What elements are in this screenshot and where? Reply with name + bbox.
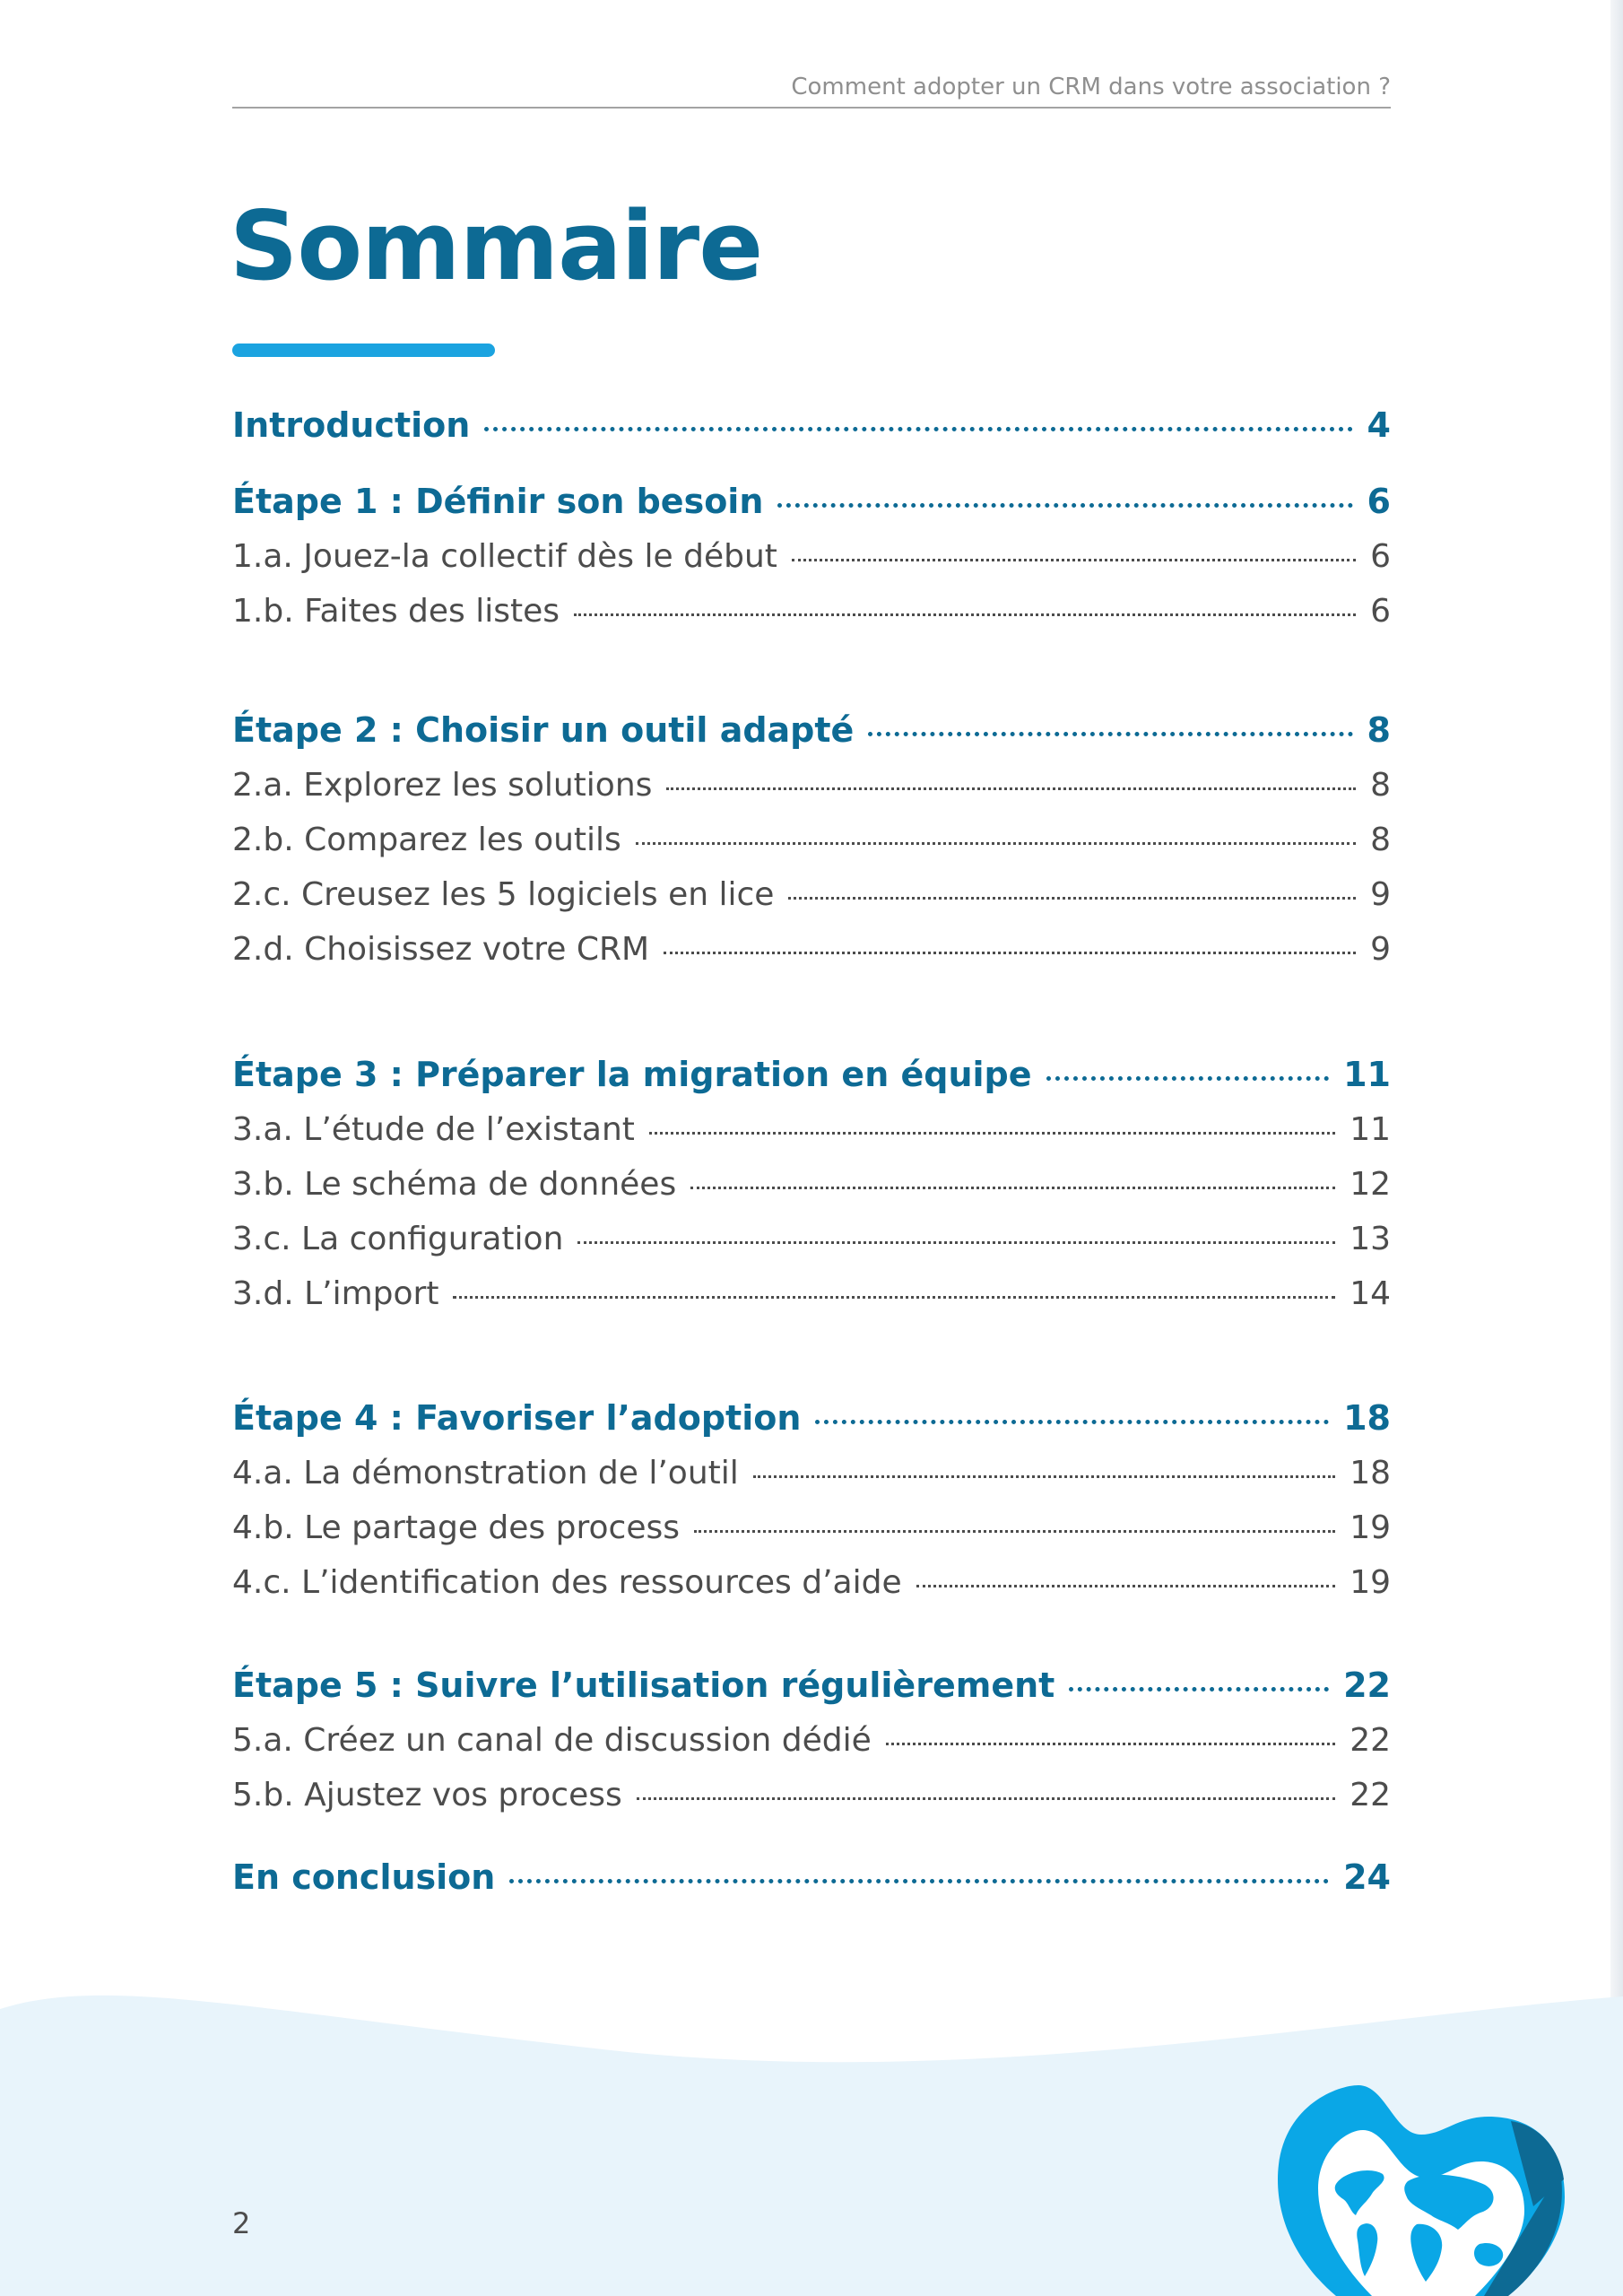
toc-entry-page: 9: [1370, 876, 1391, 913]
toc-entry-label: 5.a. Créez un canal de discussion dédié: [232, 1722, 872, 1759]
toc-entry-label: Étape 5 : Suivre l’utilisation régulièrement: [232, 1665, 1055, 1705]
toc-entry-4a[interactable]: [232, 1455, 1391, 1492]
toc-entry-label: 2.c. Creusez les 5 logiciels en lice: [232, 876, 775, 913]
toc-entry-1a[interactable]: [232, 538, 1391, 575]
toc-entry-label: 2.d. Choisissez votre CRM: [232, 931, 650, 968]
page-edge: [1610, 0, 1623, 2296]
dot-leader: [815, 1420, 1329, 1424]
dot-leader: [649, 1132, 1335, 1135]
toc-entry-label: 4.a. La démonstration de l’outil: [232, 1455, 739, 1492]
toc-entry-page: 8: [1370, 822, 1391, 858]
toc-entry-label: 3.d. L’import: [232, 1275, 439, 1312]
title-underline: [232, 344, 495, 357]
toc-entry-label: Introduction: [232, 405, 471, 445]
dot-leader: [453, 1296, 1335, 1299]
toc-entry-page: 9: [1370, 931, 1391, 968]
dot-leader: [792, 559, 1356, 561]
globe-heart-logo-icon: [1273, 2081, 1569, 2296]
toc-entry-4c[interactable]: [232, 1564, 1391, 1601]
toc-entry-label: 4.c. L’identification des ressources d’aide: [232, 1564, 902, 1601]
dot-leader: [509, 1879, 1329, 1883]
toc-entry-label: En conclusion: [232, 1857, 496, 1897]
toc-entry-page: 19: [1350, 1509, 1391, 1546]
dot-leader: [694, 1530, 1335, 1533]
toc-entry-label: 3.b. Le schéma de données: [232, 1166, 677, 1203]
toc-entry-page: 22: [1343, 1665, 1391, 1705]
running-header: [232, 74, 1391, 109]
dot-leader: [690, 1187, 1335, 1189]
toc-entry-page: 18: [1343, 1398, 1391, 1438]
toc-entry-label: 1.b. Faites des listes: [232, 593, 560, 630]
toc-entry-label: 4.b. Le partage des process: [232, 1509, 680, 1546]
toc-entry-label: 2.b. Comparez les outils: [232, 822, 621, 858]
toc-entry-label: Étape 4 : Favoriser l’adoption: [232, 1398, 802, 1438]
dot-leader: [637, 1797, 1335, 1800]
page-title: Sommaire: [230, 191, 763, 301]
toc-entry-3d[interactable]: [232, 1275, 1391, 1312]
toc-entry-label: 5.b. Ajustez vos process: [232, 1777, 622, 1813]
toc-entry-label: Étape 1 : Définir son besoin: [232, 482, 764, 521]
toc-entry-etape-5[interactable]: [232, 1665, 1391, 1705]
dot-leader: [484, 427, 1352, 431]
toc-entry-page: 4: [1367, 405, 1391, 445]
toc-entry-3a[interactable]: [232, 1111, 1391, 1148]
dot-leader: [886, 1743, 1335, 1745]
dot-leader: [577, 1241, 1335, 1244]
toc-entry-page: 11: [1350, 1111, 1391, 1148]
toc-entry-page: 18: [1350, 1455, 1391, 1492]
toc-entry-page: 6: [1370, 593, 1391, 630]
dot-leader: [664, 952, 1356, 954]
toc-entry-2d[interactable]: [232, 931, 1391, 968]
toc-entry-etape-4[interactable]: [232, 1398, 1391, 1438]
toc-entry-conclusion[interactable]: [232, 1857, 1391, 1897]
toc-entry-5b[interactable]: [232, 1777, 1391, 1813]
dot-leader: [1069, 1687, 1329, 1692]
dot-leader: [916, 1585, 1336, 1587]
toc-entry-page: 6: [1367, 482, 1391, 521]
toc-entry-page: 12: [1350, 1166, 1391, 1203]
toc-entry-3c[interactable]: [232, 1221, 1391, 1257]
toc-entry-page: 8: [1367, 710, 1391, 750]
toc-entry-etape-3[interactable]: [232, 1055, 1391, 1094]
toc-entry-page: 19: [1350, 1564, 1391, 1601]
toc-entry-page: 13: [1350, 1221, 1391, 1257]
toc-entry-1b[interactable]: [232, 593, 1391, 630]
running-header-text: Comment adopter un CRM dans votre association ?: [791, 74, 1391, 100]
dot-leader: [868, 732, 1352, 736]
toc-entry-page: 24: [1343, 1857, 1391, 1897]
toc-entry-page: 14: [1350, 1275, 1391, 1312]
page-number: 2: [232, 2206, 251, 2240]
toc-entry-2b[interactable]: [232, 822, 1391, 858]
toc-entry-5a[interactable]: [232, 1722, 1391, 1759]
toc-entry-label: Étape 3 : Préparer la migration en équipe: [232, 1055, 1032, 1094]
toc-entry-label: 2.a. Explorez les solutions: [232, 767, 653, 804]
dot-leader: [777, 503, 1352, 508]
toc-entry-etape-1[interactable]: [232, 482, 1391, 521]
toc-entry-page: 22: [1350, 1777, 1391, 1813]
dot-leader: [788, 897, 1356, 900]
toc-entry-page: 6: [1370, 538, 1391, 575]
dot-leader: [666, 787, 1356, 790]
toc-entry-etape-2[interactable]: [232, 710, 1391, 750]
toc-entry-label: 1.a. Jouez-la collectif dès le début: [232, 538, 777, 575]
toc-entry-label: 3.c. La configuration: [232, 1221, 564, 1257]
toc-entry-label: 3.a. L’étude de l’existant: [232, 1111, 635, 1148]
toc-entry-page: 8: [1370, 767, 1391, 804]
toc-entry-4b[interactable]: [232, 1509, 1391, 1546]
dot-leader: [753, 1475, 1335, 1478]
toc-entry-label: Étape 2 : Choisir un outil adapté: [232, 710, 855, 750]
toc-entry-2a[interactable]: [232, 767, 1391, 804]
dot-leader: [574, 613, 1356, 616]
toc-entry-3b[interactable]: [232, 1166, 1391, 1203]
toc-entry-page: 11: [1343, 1055, 1391, 1094]
toc-entry-page: 22: [1350, 1722, 1391, 1759]
toc-entry-2c[interactable]: [232, 876, 1391, 913]
dot-leader: [636, 842, 1356, 845]
toc-entry-introduction[interactable]: [232, 405, 1391, 445]
dot-leader: [1046, 1076, 1330, 1081]
